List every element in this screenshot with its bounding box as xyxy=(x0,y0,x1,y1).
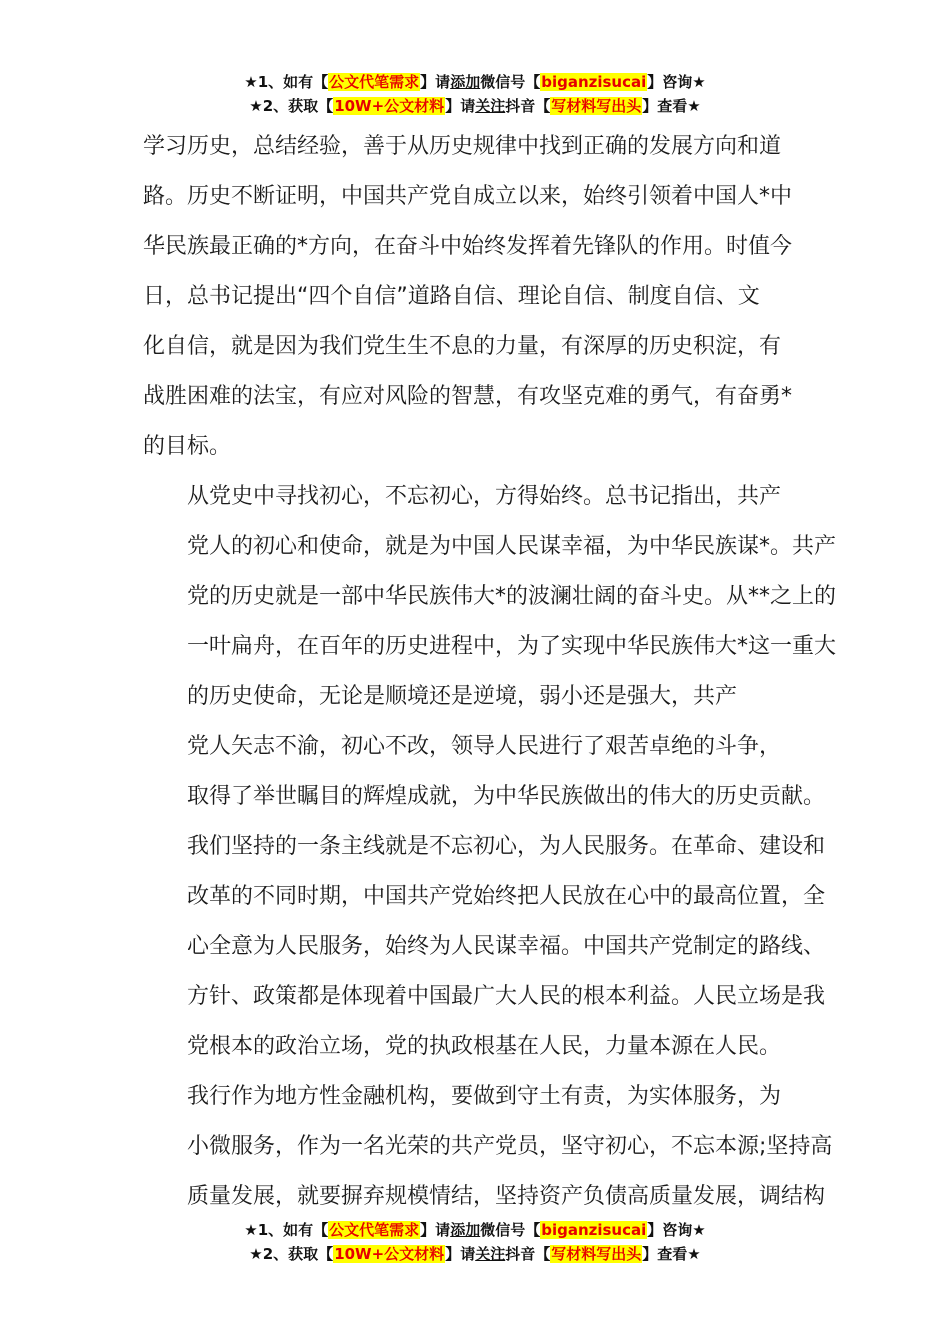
text-line: 的目标。 xyxy=(143,434,232,459)
paragraph xyxy=(143,1072,833,1222)
promo-text: 微信号【 xyxy=(480,1221,541,1239)
promo-text: 】请 xyxy=(445,1245,476,1263)
text-line: 战胜困难的法宝，有应对风险的智慧，有攻坚克难的勇气，有奋勇* xyxy=(143,384,793,409)
text-line: 从党史中寻找初心，不忘初心，方得始终。总书记指出，共产 xyxy=(187,484,782,509)
text-line: 小微服务，作为一名光荣的共产党员，坚守初心，不忘本源;坚持高 xyxy=(187,1134,833,1159)
paragraph xyxy=(143,472,837,722)
promo-text: ★1、如有【 xyxy=(244,1221,329,1239)
text-line: 改革的不同时期，中国共产党始终把人民放在心中的最高位置，全 xyxy=(187,884,826,909)
promo-highlight: 公文代笔需求 xyxy=(329,1221,420,1239)
bottom-promo-banner xyxy=(0,1218,950,1266)
text-line: 日，总书记提出“四个自信”道路自信、理论自信、制度自信、文 xyxy=(143,284,760,309)
promo-text: 】请 xyxy=(445,97,476,115)
promo-text: 】咨询★ xyxy=(647,1221,706,1239)
promo-text: 抖音【 xyxy=(505,1245,551,1263)
promo-underlined: 关注 xyxy=(475,97,506,115)
promo-text: 】查看★ xyxy=(642,97,701,115)
promo-highlight: 公文代笔需求 xyxy=(329,73,420,91)
promo-highlight: 10W+公文材料 xyxy=(334,1245,445,1263)
text-line: 的历史使命，无论是顺境还是逆境，弱小还是强大，共产 xyxy=(187,684,738,709)
promo-line-1 xyxy=(0,70,950,94)
promo-text: ★2、获取【 xyxy=(249,1245,334,1263)
promo-text: 】咨询★ xyxy=(647,73,706,91)
promo-underlined: 添加 xyxy=(450,1221,481,1239)
text-line: 化自信，就是因为我们党生生不息的力量，有深厚的历史积淀，有 xyxy=(143,334,782,359)
text-line: 我行作为地方性金融机构，要做到守土有责，为实体服务，为 xyxy=(187,1084,782,1109)
promo-text: 抖音【 xyxy=(505,97,551,115)
promo-line-2 xyxy=(0,1242,950,1266)
promo-text: 】请 xyxy=(420,73,451,91)
promo-wechat-id: biganzisucai xyxy=(541,73,647,91)
promo-text: 】请 xyxy=(420,1221,451,1239)
promo-wechat-id: biganzisucai xyxy=(541,1221,647,1239)
top-promo-banner xyxy=(0,70,950,118)
text-line: 党的历史就是一部中华民族伟大*的波澜壮阔的奋斗史。从**之上的 xyxy=(187,584,837,609)
document-body xyxy=(143,122,837,1222)
promo-douyin-id: 写材料写出头 xyxy=(551,1245,642,1263)
promo-text: 】查看★ xyxy=(642,1245,701,1263)
text-line: 学习历史，总结经验，善于从历史规律中找到正确的发展方向和道 xyxy=(143,134,782,159)
promo-text: ★2、获取【 xyxy=(249,97,334,115)
text-line: 华民族最正确的*方向，在奋斗中始终发挥着先锋队的作用。时值今 xyxy=(143,234,793,259)
promo-text: 微信号【 xyxy=(480,73,541,91)
text-line: 路。历史不断证明，中国共产党自成立以来，始终引领着中国人*中 xyxy=(143,184,793,209)
promo-line-1 xyxy=(0,1218,950,1242)
text-line: 心全意为人民服务，始终为人民谋幸福。中国共产党制定的路线、 xyxy=(187,934,826,959)
promo-underlined: 关注 xyxy=(475,1245,506,1263)
paragraph xyxy=(143,122,808,472)
text-line: 方针、政策都是体现着中国最广大人民的根本利益。人民立场是我 xyxy=(187,984,826,1009)
promo-line-2 xyxy=(0,94,950,118)
promo-highlight: 10W+公文材料 xyxy=(334,97,445,115)
text-line: 取得了举世瞩目的辉煌成就，为中华民族做出的伟大的历史贡献。 xyxy=(187,784,826,809)
paragraph xyxy=(143,722,826,1072)
text-line: 一叶扁舟，在百年的历史进程中，为了实现中华民族伟大*这一重大 xyxy=(187,634,837,659)
text-line: 质量发展，就要摒弃规模情结，坚持资产负债高质量发展，调结构 xyxy=(187,1184,826,1209)
text-line: 党人的初心和使命，就是为中国人民谋幸福，为中华民族谋*。共产 xyxy=(187,534,837,559)
promo-underlined: 添加 xyxy=(450,73,481,91)
promo-text: ★1、如有【 xyxy=(244,73,329,91)
promo-douyin-id: 写材料写出头 xyxy=(551,97,642,115)
text-line: 党根本的政治立场，党的执政根基在人民，力量本源在人民。 xyxy=(187,1034,782,1059)
text-line: 我们坚持的一条主线就是不忘初心，为人民服务。在革命、建设和 xyxy=(187,834,826,859)
text-line: 党人矢志不渝，初心不改，领导人民进行了艰苦卓绝的斗争， xyxy=(187,734,782,759)
